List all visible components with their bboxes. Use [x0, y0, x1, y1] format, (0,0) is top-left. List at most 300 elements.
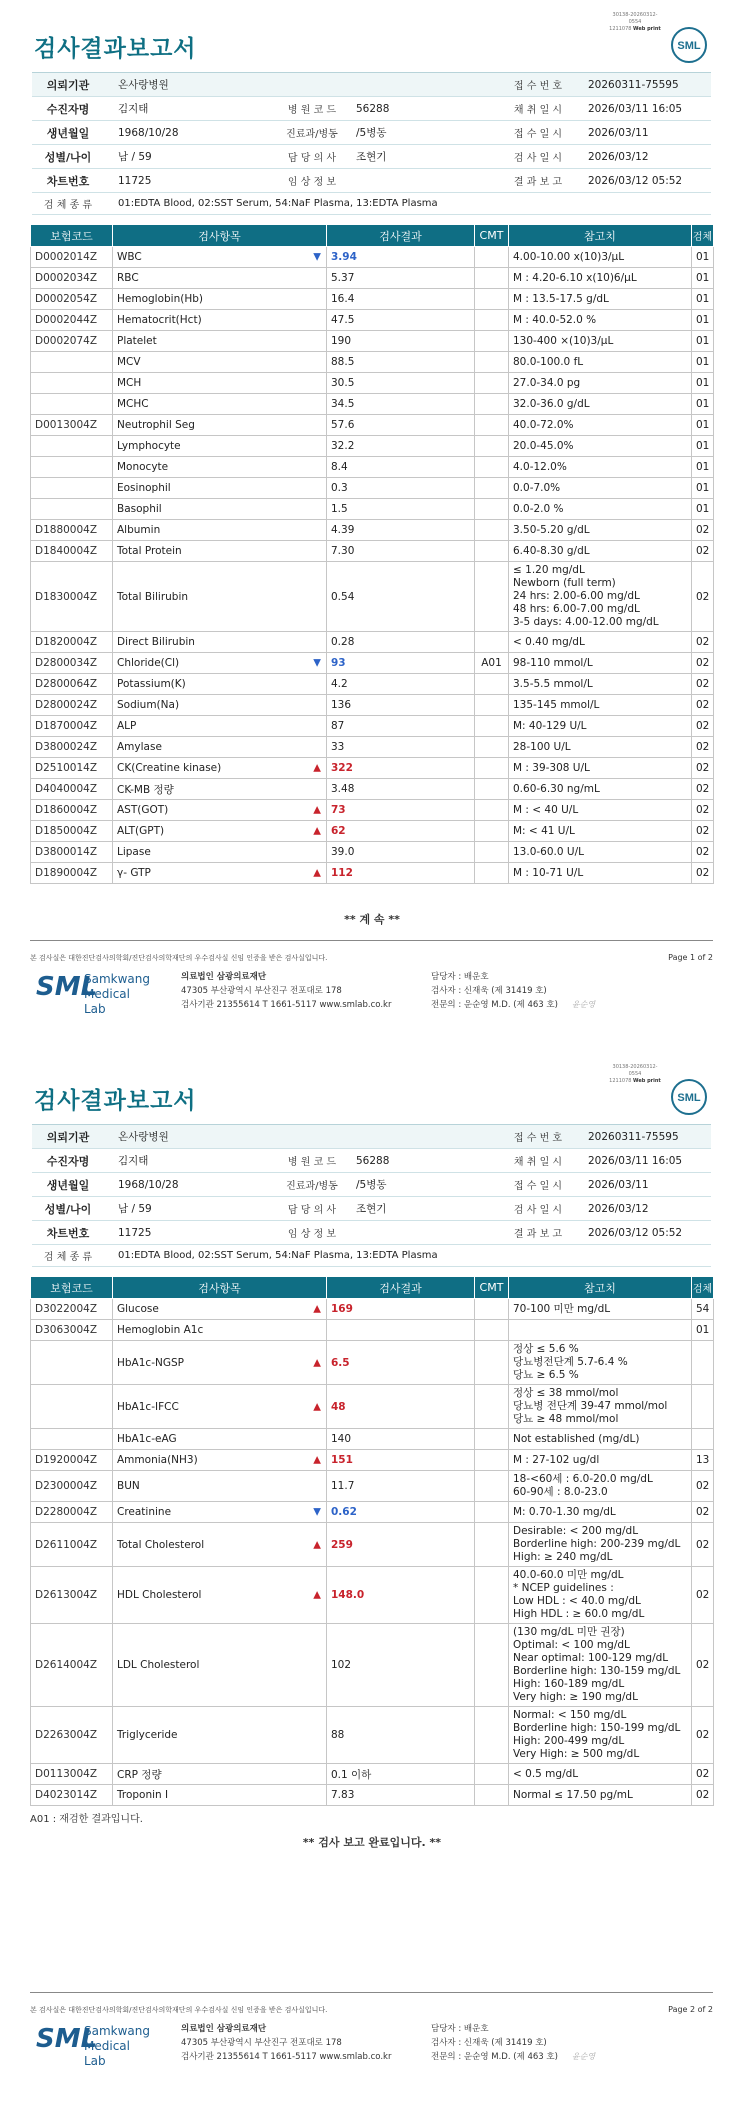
- specialist-name: 전문의 : 운순영 M.D. (제 463 호): [431, 1000, 558, 1010]
- test-item: [113, 1523, 327, 1567]
- test-item-name: BUN: [117, 1480, 140, 1492]
- specimen-code: 13: [692, 1450, 714, 1471]
- reference-range: 3.50-5.20 g/dL: [509, 520, 692, 541]
- label-sex-age: 성별/나이: [44, 150, 92, 164]
- header-insurance-code: 보험코드: [31, 1277, 113, 1299]
- low-flag-icon: ▼: [313, 251, 321, 263]
- samkwang-logo: [36, 968, 150, 1016]
- comment-code: [475, 268, 509, 289]
- comment-code: [475, 674, 509, 695]
- results-table-page-2: [30, 1276, 714, 1806]
- test-item: [113, 310, 327, 331]
- test-result: 151: [327, 1450, 475, 1471]
- test-result: 112: [327, 863, 475, 884]
- department: /5병동: [356, 1179, 387, 1191]
- high-flag-icon: ▲: [313, 867, 321, 879]
- document-title: 검사결과보고서: [34, 1088, 197, 1114]
- sex-age: 남 / 59: [118, 1203, 152, 1215]
- test-item: [113, 331, 327, 352]
- test-item: [113, 800, 327, 821]
- test-item: [113, 289, 327, 310]
- test-result: 0.62: [327, 1502, 475, 1523]
- specimen-code: 02: [692, 716, 714, 737]
- specimen-code: 02: [692, 821, 714, 842]
- insurance-code: D2800024Z: [31, 695, 113, 716]
- low-flag-icon: ▼: [313, 657, 321, 669]
- label-report-time: 결 과 보 고: [513, 177, 563, 188]
- test-result: 136: [327, 695, 475, 716]
- test-date: 2026/03/12: [588, 150, 649, 163]
- table-row: [31, 632, 714, 653]
- footer-divider: [30, 940, 713, 941]
- test-item-name: Ammonia(NH3): [117, 1454, 198, 1466]
- test-item: [113, 758, 327, 779]
- specimen-code: [692, 1429, 714, 1450]
- birth-date: 1968/10/28: [118, 126, 179, 139]
- birth-date: 1968/10/28: [118, 1178, 179, 1191]
- comment-code: [475, 716, 509, 737]
- specimen-code: 02: [692, 1523, 714, 1567]
- insurance-code: D0013004Z: [31, 415, 113, 436]
- test-item: [113, 1764, 327, 1785]
- test-item: [113, 1320, 327, 1341]
- table-row: [31, 758, 714, 779]
- label-doctor: 담 당 의 사: [287, 153, 337, 164]
- table-row: [31, 1385, 714, 1429]
- reference-range: < 0.5 mg/dL: [509, 1764, 692, 1785]
- specimen-code: 01: [692, 457, 714, 478]
- specialist-signature: 윤순영: [571, 2052, 596, 2061]
- test-item-name: Total Cholesterol: [117, 1538, 205, 1551]
- test-item: [113, 779, 327, 800]
- reference-range: 0.0-2.0 %: [509, 499, 692, 520]
- svg-text:SML: SML: [677, 1092, 701, 1104]
- test-result: 148.0: [327, 1567, 475, 1624]
- test-result: 5.37: [327, 268, 475, 289]
- patient-name: 김지태: [118, 103, 149, 115]
- insurance-code: [31, 499, 113, 520]
- test-item: [113, 653, 327, 674]
- test-item-name: Amylase: [117, 741, 162, 753]
- specimen-code: 01: [692, 415, 714, 436]
- comment-code: [475, 436, 509, 457]
- table-row: [31, 268, 714, 289]
- reference-range: M : < 40 U/L: [509, 800, 692, 821]
- label-collection-time: 채 취 일 시: [513, 105, 563, 116]
- reference-range: [509, 1320, 692, 1341]
- label-receipt-number: 접 수 번 호: [513, 1133, 563, 1144]
- insurance-code: D0002034Z: [31, 268, 113, 289]
- test-item-name: Hematocrit(Hct): [117, 314, 202, 326]
- test-item: [113, 863, 327, 884]
- test-result: 73: [327, 800, 475, 821]
- insurance-code: D2280004Z: [31, 1502, 113, 1523]
- label-collection-time: 채 취 일 시: [513, 1157, 563, 1168]
- comment-code: [475, 352, 509, 373]
- specimen-code: 02: [692, 1471, 714, 1502]
- test-item-name: Total Bilirubin: [117, 590, 189, 603]
- lab-address: [181, 2022, 391, 2064]
- comment-code: [475, 758, 509, 779]
- specimen-code: 02: [692, 1624, 714, 1707]
- label-test-date: 검 사 일 시: [513, 1205, 563, 1216]
- test-item: [113, 373, 327, 394]
- lab-street-address: 47305 부산광역시 부산진구 전포대로 178: [181, 2038, 342, 2048]
- specimen-code: 01: [692, 394, 714, 415]
- high-flag-icon: ▲: [313, 1303, 321, 1315]
- accreditation-note: 본 검사실은 대한진단검사의학회/진단검사의학재단의 우수검사실 신임 인증을 받은 검사실입니다.: [30, 954, 328, 962]
- specialist-name: 전문의 : 운순영 M.D. (제 463 호): [431, 2052, 558, 2062]
- test-item-name: Neutrophil Seg: [117, 419, 195, 431]
- comment-code: [475, 310, 509, 331]
- label-sex-age: 성별/나이: [44, 1202, 92, 1216]
- reference-range: 0.0-7.0%: [509, 478, 692, 499]
- test-result: 3.94: [327, 247, 475, 268]
- test-result: 140: [327, 1429, 475, 1450]
- test-item-name: Basophil: [117, 503, 162, 515]
- reference-range: M: < 41 U/L: [509, 821, 692, 842]
- test-item: [113, 562, 327, 632]
- label-receipt-date: 접 수 일 시: [513, 1181, 563, 1192]
- lab-contact: 검사기관 21355614 T 1661-5117 www.smlab.co.kr: [181, 1000, 392, 1010]
- reference-range: M : 13.5-17.5 g/dL: [509, 289, 692, 310]
- specimen-code: 02: [692, 562, 714, 632]
- comment-code: [475, 737, 509, 758]
- table-row: [31, 520, 714, 541]
- table-row: [31, 1785, 714, 1806]
- sex-age: 남 / 59: [118, 151, 152, 163]
- insurance-code: D3800024Z: [31, 737, 113, 758]
- table-row: [31, 352, 714, 373]
- high-flag-icon: ▲: [313, 762, 321, 774]
- comment-code: [475, 800, 509, 821]
- requesting-institution: 온사랑병원: [118, 79, 169, 91]
- brand-name: Samkwang Medical Lab: [84, 972, 150, 1016]
- test-result: 322: [327, 758, 475, 779]
- specimen-code: [692, 1341, 714, 1385]
- test-result: 34.5: [327, 394, 475, 415]
- reference-range: 20.0-45.0%: [509, 436, 692, 457]
- reference-range: M: 0.70-1.30 mg/dL: [509, 1502, 692, 1523]
- footer-divider: [30, 1992, 713, 1993]
- test-result: 57.6: [327, 415, 475, 436]
- insurance-code: D1830004Z: [31, 562, 113, 632]
- high-flag-icon: ▲: [313, 1539, 321, 1550]
- lab-street-address: 47305 부산광역시 부산진구 전포대로 178: [181, 986, 342, 996]
- test-item: [113, 394, 327, 415]
- collection-time: 2026/03/11 16:05: [588, 102, 683, 115]
- test-item: [113, 352, 327, 373]
- table-row: [31, 695, 714, 716]
- test-item-name: HbA1c-IFCC: [117, 1400, 179, 1413]
- table-row: [31, 289, 714, 310]
- signatories: [431, 970, 595, 1012]
- insurance-code: [31, 352, 113, 373]
- test-item: [113, 541, 327, 562]
- test-result: 88.5: [327, 352, 475, 373]
- specimen-code: 01: [692, 1320, 714, 1341]
- test-result: 11.7: [327, 1471, 475, 1502]
- test-item-name: Potassium(K): [117, 678, 186, 690]
- test-result: 48: [327, 1385, 475, 1429]
- test-item-name: HbA1c-NGSP: [117, 1356, 184, 1369]
- test-item: [113, 457, 327, 478]
- specimen-code: 02: [692, 1567, 714, 1624]
- insurance-code: [31, 373, 113, 394]
- comment-code: [475, 1429, 509, 1450]
- table-row: [31, 779, 714, 800]
- reference-range: 13.0-60.0 U/L: [509, 842, 692, 863]
- insurance-code: D0002074Z: [31, 331, 113, 352]
- test-result: 87: [327, 716, 475, 737]
- table-row: [31, 373, 714, 394]
- test-item-name: LDL Cholesterol: [117, 1659, 200, 1671]
- test-item-name: Lipase: [117, 846, 151, 858]
- lab-contact: 검사기관 21355614 T 1661-5117 www.smlab.co.kr: [181, 2052, 392, 2062]
- label-report-time: 결 과 보 고: [513, 1229, 563, 1240]
- report-page-2: [0, 1052, 744, 2104]
- test-item: [113, 247, 327, 268]
- specimen-code: 01: [692, 247, 714, 268]
- test-item-name: CRP 정량: [117, 1768, 162, 1781]
- test-result: 190: [327, 331, 475, 352]
- specimen-code: 02: [692, 863, 714, 884]
- reference-range: M : 39-308 U/L: [509, 758, 692, 779]
- comment-code: [475, 415, 509, 436]
- specimen-code: 01: [692, 331, 714, 352]
- label-requesting-institution: 의뢰기관: [46, 78, 90, 92]
- comment-code: [475, 1385, 509, 1429]
- samkwang-logo: [36, 2020, 150, 2068]
- comment-code: [475, 1523, 509, 1567]
- test-result: 47.5: [327, 310, 475, 331]
- test-result: 0.1 이하: [327, 1764, 475, 1785]
- high-flag-icon: ▲: [313, 1454, 321, 1466]
- test-result: 7.30: [327, 541, 475, 562]
- test-item: [113, 1341, 327, 1385]
- comment-code: [475, 331, 509, 352]
- test-result: 0.3: [327, 478, 475, 499]
- high-flag-icon: ▲: [313, 804, 321, 816]
- header-test-item: 검사항목: [113, 1277, 327, 1299]
- test-item-name: MCH: [117, 377, 142, 389]
- header-test-item: 검사항목: [113, 225, 327, 247]
- specimen-code: 02: [692, 520, 714, 541]
- label-birth-date: 생년월일: [46, 126, 90, 140]
- comment-code: [475, 499, 509, 520]
- specimen-code: 02: [692, 541, 714, 562]
- test-item: [113, 436, 327, 457]
- table-row: [31, 310, 714, 331]
- insurance-code: D2614004Z: [31, 1624, 113, 1707]
- insurance-code: [31, 394, 113, 415]
- specimen-code: 54: [692, 1299, 714, 1320]
- specimen-code: 02: [692, 800, 714, 821]
- table-row: [31, 1341, 714, 1385]
- insurance-code: [31, 1429, 113, 1450]
- header-reference: 참고치: [509, 225, 692, 247]
- table-row: [31, 842, 714, 863]
- test-item-name: Lymphocyte: [117, 440, 181, 452]
- test-item-name: Total Protein: [117, 545, 182, 557]
- specimen-code: 02: [692, 1785, 714, 1806]
- recheck-note: A01 : 재검한 결과입니다.: [30, 1814, 143, 1825]
- reference-range: < 0.40 mg/dL: [509, 632, 692, 653]
- specimen-code: 01: [692, 268, 714, 289]
- test-result: 259: [327, 1523, 475, 1567]
- label-patient-name: 수진자명: [46, 1154, 90, 1168]
- test-item-name: MCV: [117, 356, 141, 368]
- test-item: [113, 1785, 327, 1806]
- insurance-code: D1870004Z: [31, 716, 113, 737]
- chart-number: 11725: [118, 1226, 152, 1239]
- test-result: 8.4: [327, 457, 475, 478]
- table-row: [31, 1523, 714, 1567]
- test-item-name: ALP: [117, 720, 137, 732]
- insurance-code: D3800014Z: [31, 842, 113, 863]
- test-item: [113, 268, 327, 289]
- label-department: 진료과/병동: [286, 129, 338, 140]
- test-item-name: AST(GOT): [117, 804, 169, 816]
- test-item: [113, 674, 327, 695]
- hospital-code: 56288: [356, 1154, 390, 1167]
- reference-range: 32.0-36.0 g/dL: [509, 394, 692, 415]
- insurance-code: D4040004Z: [31, 779, 113, 800]
- comment-code: [475, 520, 509, 541]
- reference-range: 4.00-10.00 x(10)3/μL: [509, 247, 692, 268]
- specimen-code: 01: [692, 478, 714, 499]
- test-item: [113, 1450, 327, 1471]
- test-item: [113, 415, 327, 436]
- reference-range: ≤ 1.20 mg/dL Newborn (full term) 24 hrs: 2.00-6.00 mg/dL 48 hrs: 6.00-7.00 mg/dL 3-5 days: 4.00-12.00 mg/dL: [509, 562, 692, 632]
- comment-code: [475, 863, 509, 884]
- insurance-code: D1880004Z: [31, 520, 113, 541]
- reference-range: 40.0-60.0 미만 mg/dL * NCEP guidelines : Low HDL : < 40.0 mg/dL High HDL : ≥ 60.0 mg/dL: [509, 1567, 692, 1624]
- label-birth-date: 생년월일: [46, 1178, 90, 1192]
- insurance-code: D2510014Z: [31, 758, 113, 779]
- label-receipt-date: 접 수 일 시: [513, 129, 563, 140]
- low-flag-icon: ▼: [313, 1506, 321, 1518]
- reference-range: 18-<60세 : 6.0-20.0 mg/dL 60-90세 : 8.0-23.0: [509, 1471, 692, 1502]
- label-patient-name: 수진자명: [46, 102, 90, 116]
- high-flag-icon: ▲: [313, 1589, 321, 1601]
- specimen-code: 02: [692, 695, 714, 716]
- insurance-code: [31, 478, 113, 499]
- reference-range: M : 10-71 U/L: [509, 863, 692, 884]
- table-row: [31, 331, 714, 352]
- insurance-code: D1840004Z: [31, 541, 113, 562]
- table-row: [31, 247, 714, 268]
- receipt-date: 2026/03/11: [588, 126, 649, 139]
- test-result: 88: [327, 1707, 475, 1764]
- table-row: [31, 716, 714, 737]
- table-row: [31, 1624, 714, 1707]
- header-cmt: CMT: [475, 1277, 509, 1299]
- table-row: [31, 457, 714, 478]
- doctor: 조현기: [356, 151, 387, 163]
- test-item: [113, 695, 327, 716]
- test-result: [327, 1320, 475, 1341]
- test-item-name: Creatinine: [117, 1506, 172, 1518]
- accreditation-note: 본 검사실은 대한진단검사의학회/진단검사의학재단의 우수검사실 신임 인증을 받은 검사실입니다.: [30, 2006, 328, 2014]
- report-time: 2026/03/12 05:52: [588, 174, 683, 187]
- table-row: [31, 1502, 714, 1523]
- specimen-code: 02: [692, 1707, 714, 1764]
- svg-text:SML: SML: [677, 40, 701, 52]
- table-row: [31, 1320, 714, 1341]
- print-id: 30138-20260312-0554 1211078 Web print: [609, 1064, 661, 1084]
- lab-org-name: 의료법인 삼광의료재단: [181, 2024, 267, 2034]
- test-item-name: γ- GTP: [117, 867, 151, 879]
- insurance-code: D0002014Z: [31, 247, 113, 268]
- test-item-name: Eosinophil: [117, 482, 171, 494]
- reference-range: (130 mg/dL 미만 권장) Optimal: < 100 mg/dL Near optimal: 100-129 mg/dL Borderline high: 130-159 mg/dL High: 160-189 mg/dL Very high: ≥ 190 mg/dL: [509, 1624, 692, 1707]
- test-item: [113, 1502, 327, 1523]
- test-item-name: HDL Cholesterol: [117, 1589, 202, 1601]
- test-item-name: Albumin: [117, 524, 161, 536]
- test-item-name: Triglyceride: [117, 1729, 178, 1741]
- manager-name: 담당자 : 배운호: [431, 972, 489, 982]
- table-row: [31, 1707, 714, 1764]
- test-item: [113, 1385, 327, 1429]
- test-item: [113, 1471, 327, 1502]
- specialist-signature: 윤순영: [571, 1000, 596, 1009]
- specimen-code: 02: [692, 842, 714, 863]
- test-item-name: MCHC: [117, 398, 149, 410]
- label-requesting-institution: 의뢰기관: [46, 1130, 90, 1144]
- page-number: Page 2 of 2: [668, 2005, 713, 2014]
- comment-code: [475, 562, 509, 632]
- patient-info-grid: [32, 72, 711, 215]
- test-item: [113, 1429, 327, 1450]
- insurance-code: D2263004Z: [31, 1707, 113, 1764]
- comment-code: [475, 1341, 509, 1385]
- comment-code: [475, 1567, 509, 1624]
- test-result: 16.4: [327, 289, 475, 310]
- insurance-code: D2613004Z: [31, 1567, 113, 1624]
- test-item-name: Platelet: [117, 335, 157, 347]
- reference-range: 0.60-6.30 ng/mL: [509, 779, 692, 800]
- test-result: 6.5: [327, 1341, 475, 1385]
- reference-range: 40.0-72.0%: [509, 415, 692, 436]
- comment-code: [475, 478, 509, 499]
- specimen-code: 02: [692, 1502, 714, 1523]
- reference-range: 정상 ≤ 38 mmol/mol 당뇨병 전단계 39-47 mmol/mol 당뇨 ≥ 48 mmol/mol: [509, 1385, 692, 1429]
- test-item-name: Monocyte: [117, 461, 169, 473]
- test-item-name: Troponin I: [117, 1789, 169, 1801]
- continued-marker: ** 계 속 **: [344, 913, 400, 926]
- test-result: 39.0: [327, 842, 475, 863]
- test-item: [113, 716, 327, 737]
- high-flag-icon: ▲: [313, 1401, 321, 1412]
- report-time: 2026/03/12 05:52: [588, 1226, 683, 1239]
- test-item: [113, 520, 327, 541]
- test-item: [113, 632, 327, 653]
- comment-code: [475, 247, 509, 268]
- comment-code: [475, 695, 509, 716]
- lab-address: [181, 970, 391, 1012]
- specimen-code: 01: [692, 373, 714, 394]
- test-result: 62: [327, 821, 475, 842]
- label-hospital-code: 병 원 코 드: [287, 1157, 337, 1168]
- print-id: 30138-20260312-0554 1211078 Web print: [609, 12, 661, 32]
- specimen-code: 02: [692, 758, 714, 779]
- header-insurance-code: 보험코드: [31, 225, 113, 247]
- receipt-date: 2026/03/11: [588, 1178, 649, 1191]
- comment-code: [475, 289, 509, 310]
- test-date: 2026/03/12: [588, 1202, 649, 1215]
- comment-code: [475, 1502, 509, 1523]
